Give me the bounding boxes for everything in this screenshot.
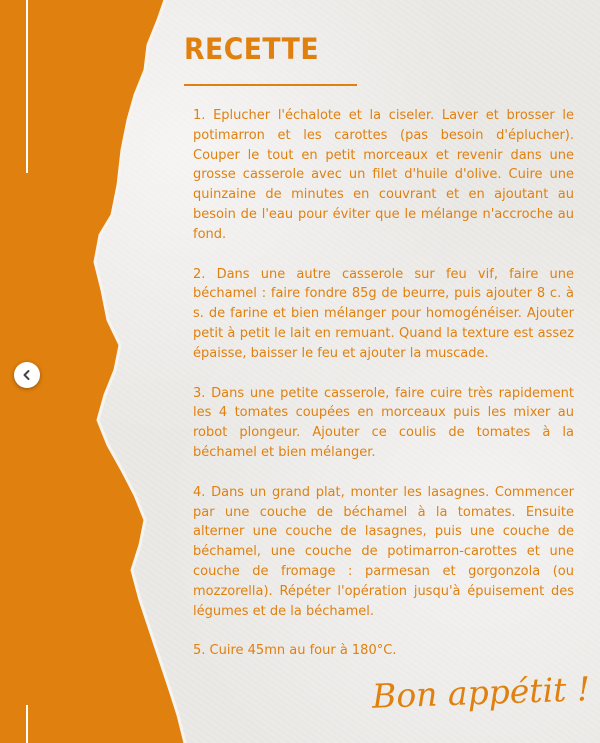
recipe-step: 4. Dans un grand plat, monter les lasagnes. Commencer par une couche de béchamel à la tomates. Ensuite alterner une couche de lasagnes, puis une couche de béchamel, une couche de potimarron-carottes et une couche de fromage : parmesan et gorgonzola (ou mozzorella). Répéter l'opération jusqu'à épuisement des légumes et de la béchamel. xyxy=(193,484,574,619)
chevron-left-icon xyxy=(21,369,33,381)
recipe-step: 3. Dans une petite casserole, faire cuire très rapidement les 4 tomates coupées en morceaux puis les mixer au robot plongeur. Ajouter ce coulis de tomates à la béchamel et bien mélanger. xyxy=(193,385,574,460)
decorative-line-bottom xyxy=(26,705,28,743)
recipe-steps xyxy=(193,106,574,681)
page-title: RECETTE xyxy=(184,32,320,66)
carousel-prev-button[interactable] xyxy=(14,362,40,388)
recipe-step: 1. Eplucher l'échalote et la ciseler. Laver et brosser le potimarron et les carottes (pas besoin d'éplucher). Couper le tout en petit morceaux et revenir dans une grosse casserole avec un filet d'huile d'olive. Cuire une quinzaine de minutes en couvrant et en ajoutant au besoin de l'eau pour éviter que le mélange n'accroche au fond. xyxy=(193,108,574,242)
recipe-step: 2. Dans une autre casserole sur feu vif, faire une béchamel : faire fondre 85g de beurre, puis ajouter 8 c. à s. de farine et bien mélanger pour homogénéiser. Ajouter petit à petit le lait en remuant. Quand la texture est assez épaisse, baisser le feu et ajouter la muscade. xyxy=(193,266,574,361)
recipe-step: 5. Cuire 45mn au four à 180°C. xyxy=(193,643,397,659)
title-underline xyxy=(184,84,357,86)
signoff-text: Bon appétit ! xyxy=(371,669,591,716)
decorative-line-top xyxy=(26,0,28,173)
